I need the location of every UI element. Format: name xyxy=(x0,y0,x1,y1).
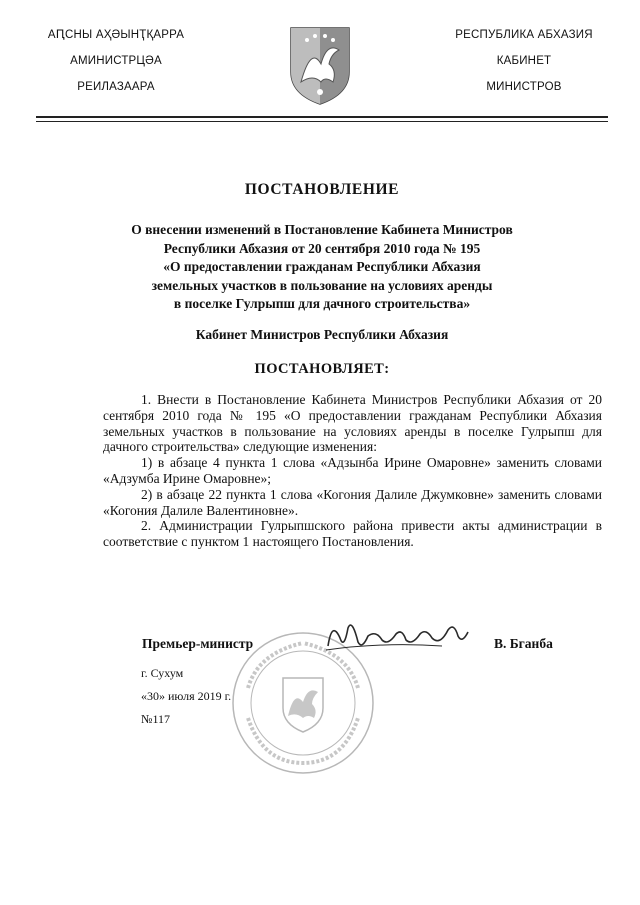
header-abkhaz-line-3: РЕИЛАЗААРА xyxy=(77,81,155,93)
subject-line-1: О внесении изменений в Постановление Кабинета Министров xyxy=(131,222,513,237)
document-subject xyxy=(70,221,574,314)
decree-heading: ПОСТАНОВЛЯЕТ: xyxy=(254,361,390,377)
issue-date: «30» июля 2019 г. xyxy=(141,689,232,703)
header-abkhaz-line-1: АԤСНЫ АҲӘЫНҬҚАРРА xyxy=(47,29,185,41)
coat-of-arms-emblem xyxy=(287,24,353,106)
header-russian-line-1: РЕСПУБЛИКА АБХАЗИЯ xyxy=(455,29,593,41)
header-russian-line-3: МИНИСТРОВ xyxy=(486,81,562,93)
subject-line-2: Республики Абхазия от 20 сентября 2010 года № 195 xyxy=(163,240,481,256)
header-abkhaz-line-2: АМИНИСТРЦӘА xyxy=(70,55,162,67)
paragraph-subitem-2: 2) в абзаце 22 пункта 1 слова «Когония Далиле Джумковне» заменить словами «Когония Далиле Валентиновне». xyxy=(103,486,602,518)
header-russian xyxy=(434,26,614,104)
subject-line-5: в поселке Гулрыпш для дачного строительства» xyxy=(173,296,471,312)
subject-line-3: «О предоставлении гражданам Республики Абхазия xyxy=(163,259,481,275)
document-body xyxy=(103,392,602,550)
header-divider-thick xyxy=(36,116,608,118)
paragraph-subitem-1: 1) в абзаце 4 пункта 1 слова «Адзынба Ирине Омаровне» заменить словами «Адзумба Ирине Омаровне»; xyxy=(103,455,602,486)
header-russian-line-2: КАБИНЕТ xyxy=(496,55,552,67)
document-number: №117 xyxy=(141,712,171,726)
paragraph-item-1: 1. Внести в Постановление Кабинета Министров Республики Абхазия от 20 сентября 2010 года № 195 «О предоставлении гражданам Республики Абхазия земельных участков в пользование на условиях аренды в поселке Гулрыпш для дачного строительства» следующие изменения: xyxy=(103,392,602,455)
document-title: ПОСТАНОВЛЕНИЕ xyxy=(244,181,400,198)
header-abkhaz xyxy=(36,26,196,104)
paragraph-item-2: 2. Администрации Гулрыпшского района привести акты администрации в соответствие с пунктом 1 настоящего Постановления. xyxy=(103,518,602,550)
signatory-name: В. Бганба xyxy=(494,636,553,651)
issue-place: г. Сухум xyxy=(141,666,184,680)
subject-line-4: земельных участков в пользование на условиях аренды xyxy=(151,277,493,293)
handwritten-signature xyxy=(322,616,472,660)
header-divider-thin xyxy=(36,121,608,122)
issuing-body: Кабинет Министров Республики Абхазия xyxy=(195,327,449,342)
signatory-title: Премьер-министр xyxy=(142,636,254,651)
